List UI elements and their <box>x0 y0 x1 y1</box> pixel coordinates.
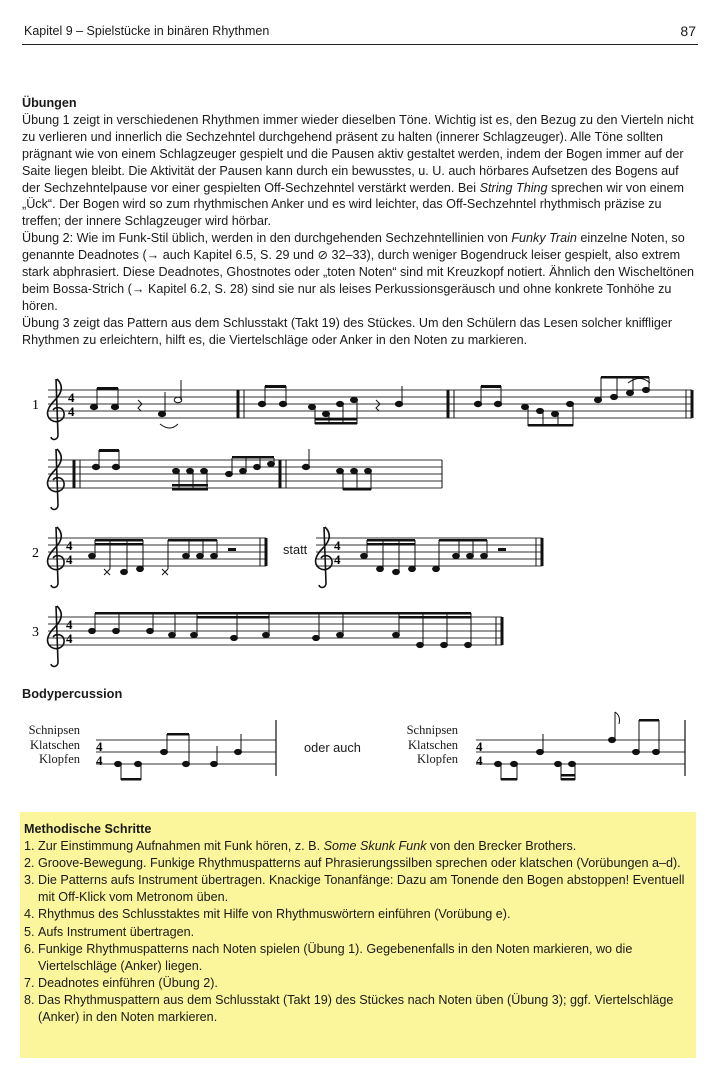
time-signature-bottom: 4 <box>96 753 103 768</box>
exercise-number-1: 1 <box>32 398 39 413</box>
methodische-heading: Methodische Schritte <box>24 822 152 836</box>
paragraph-uebung-3: Übung 3 zeigt das Pattern aus dem Schlusstakt (Takt 19) des Stückes. Um den Schülern das Lesen solcher kniffliger Rhythmen zu erleichtern, hilft es, die Viertelschläge oder Anker in den Noten zu markieren. <box>22 315 673 347</box>
time-signature-bottom: 4 <box>66 631 73 646</box>
staff-exercise-1 <box>48 376 692 439</box>
step-number: 2. <box>24 856 35 871</box>
page-number: 87 <box>680 23 696 39</box>
treble-clef-icon <box>316 527 333 587</box>
staff-exercise-2-alternative <box>316 527 542 587</box>
step-item <box>24 838 692 855</box>
treble-clef-icon <box>48 449 65 509</box>
step-text: Das Rhythmuspattern aus dem Schlusstakt (Takt 19) des Stückes nach Noten üben (Übung 3); ggf. Viertelschläge (Anker) in den Noten markieren. <box>38 992 674 1025</box>
treble-clef-icon <box>48 379 65 439</box>
step-item <box>24 872 692 906</box>
step-number: 1. <box>24 839 35 854</box>
bodypercussion-pattern-2 <box>476 712 685 781</box>
step-item <box>24 906 692 923</box>
time-signature-top: 4 <box>96 739 103 754</box>
time-signature-top: 4 <box>66 617 73 632</box>
label-schnipsen: Schnipsen <box>28 723 80 737</box>
time-signature-top: 4 <box>68 390 75 405</box>
bodypercussion-labels-right <box>394 723 458 767</box>
steps-list <box>24 838 692 1026</box>
step-number: 5. <box>24 924 35 939</box>
treble-clef-icon <box>48 606 65 666</box>
label-klopfen: Klopfen <box>417 752 458 766</box>
chapter-title: Kapitel 9 – Spielstücke in binären Rhythmen <box>24 24 270 38</box>
section-heading-uebungen: Übungen <box>22 96 77 110</box>
title-funky-train: Funky Train <box>511 231 577 246</box>
step-text: Funkige Rhythmuspatterns nach Noten spielen (Übung 1). Gegebenenfalls in den Noten markieren, wo die Viertelschläge (Anker) liegen. <box>38 941 633 973</box>
step-text: Deadnotes einführen (Übung 2). <box>38 975 218 990</box>
text-run: Übung 1 zeigt in verschiedenen Rhythmen immer wieder dieselben Töne. Wichtig ist es, den Bezug zu den Vierteln nicht zu verlieren und innerlich die Sechzehntel durchgehend präsent zu halten (innerer Schlagzeuger). Alle Töne sollten prägnant wie von einem Schlagzeuger gespielt und die Pausen aktiv gestaltet werden, indem der Bogen immer auf der Saite liegen bleibt. Die Aktivität der Pausen kann durch ein bewusstes, u. U. auch hörbares Aufsetzen des Bogens auf der Sechzehntelpause vor einer gespielten Off-Sechzehntel verstärkt werden. Bei <box>22 112 694 195</box>
step-item <box>24 941 692 975</box>
step-item <box>24 975 692 992</box>
bodypercussion-heading: Bodypercussion <box>22 686 123 701</box>
step-item <box>24 992 692 1026</box>
time-signature-top: 4 <box>334 538 341 553</box>
staff-exercise-3 <box>48 606 502 666</box>
label-klatschen: Klatschen <box>408 737 458 752</box>
step-text: Zur Einstimmung Aufnahmen mit Funk hören, z. B. <box>38 839 324 854</box>
methodische-schritte-box <box>20 812 696 1058</box>
step-number: 7. <box>24 975 35 990</box>
treble-clef-icon <box>48 527 65 587</box>
time-signature-bottom: 4 <box>66 552 73 567</box>
step-text-emphasis: Some Skunk Funk <box>323 839 427 854</box>
step-item <box>24 855 692 872</box>
label-klatschen: Klatschen <box>30 737 80 752</box>
step-text: Rhythmus des Schlusstaktes mit Hilfe von Rhythmuswörtern einführen (Vorübung e). <box>38 907 511 922</box>
time-signature-bottom: 4 <box>476 753 483 768</box>
exercise-number-2: 2 <box>32 546 39 561</box>
time-signature-top: 4 <box>66 538 73 553</box>
text-run: sprechen wir von einem „Ück“. Der Bogen wird so zum rhythmischen Anker und es wird leichter, das Off-Sechzehntel rhythmisch präzise zu treffen; der innere Schlagzeuger wird hörbar. <box>22 180 685 229</box>
step-item <box>24 924 692 941</box>
title-string-thing: String Thing <box>479 180 548 195</box>
label-klopfen: Klopfen <box>39 752 80 766</box>
step-number: 4. <box>24 907 35 922</box>
bodypercussion-labels-left <box>20 723 80 767</box>
statt-label: statt <box>283 542 308 557</box>
staff-exercise-1-variant <box>48 449 442 509</box>
step-text: Aufs Instrument übertragen. <box>38 924 195 939</box>
step-number: 8. <box>24 992 35 1007</box>
label-schnipsen: Schnipsen <box>406 723 458 737</box>
step-text: von den Brecker Brothers. <box>426 839 577 854</box>
text-run: Übung 2: Wie im Funk-Stil üblich, werden in den durchgehenden Sechzehntellinien von <box>22 231 512 246</box>
text-run: einzelne Noten, so genannte Deadnotes (→ auch Kapitel 6.5, S. 29 und ⊘ 32–33), durch weniger Bogendruck leiser gespielt, also extrem stark abphrasiert. Diese Deadnotes, Ghostnotes oder „toten Noten“ sind mit Kreuzkopf notiert. Ähnlich den Wischeltönen beim Bossa-Strich (→ Kapitel 6.2, S. 28) sind sie nur als leises Perkussionsgeräusch und ohne konkrete Tonhöhe zu hören. <box>22 231 695 313</box>
time-signature-bottom: 4 <box>68 404 75 419</box>
oder-auch-label: oder auch <box>304 740 361 755</box>
bodypercussion-pattern-1 <box>96 720 276 781</box>
time-signature-top: 4 <box>476 739 483 754</box>
time-signature-bottom: 4 <box>334 552 341 567</box>
step-text: Groove-Bewegung. Funkige Rhythmuspatterns auf Phrasierungssilben sprechen oder klatschen (Vorübungen a–d). <box>38 856 681 871</box>
exercise-number-3: 3 <box>32 625 39 640</box>
step-text: Die Patterns aufs Instrument übertragen. Knackige Tonanfänge: Dazu am Tonende den Bogen abstoppen! Eventuell mit Off-Klick vom Metronom üben. <box>38 873 685 905</box>
step-number: 3. <box>24 873 35 888</box>
staff-exercise-2 <box>48 527 266 587</box>
step-number: 6. <box>24 941 35 956</box>
